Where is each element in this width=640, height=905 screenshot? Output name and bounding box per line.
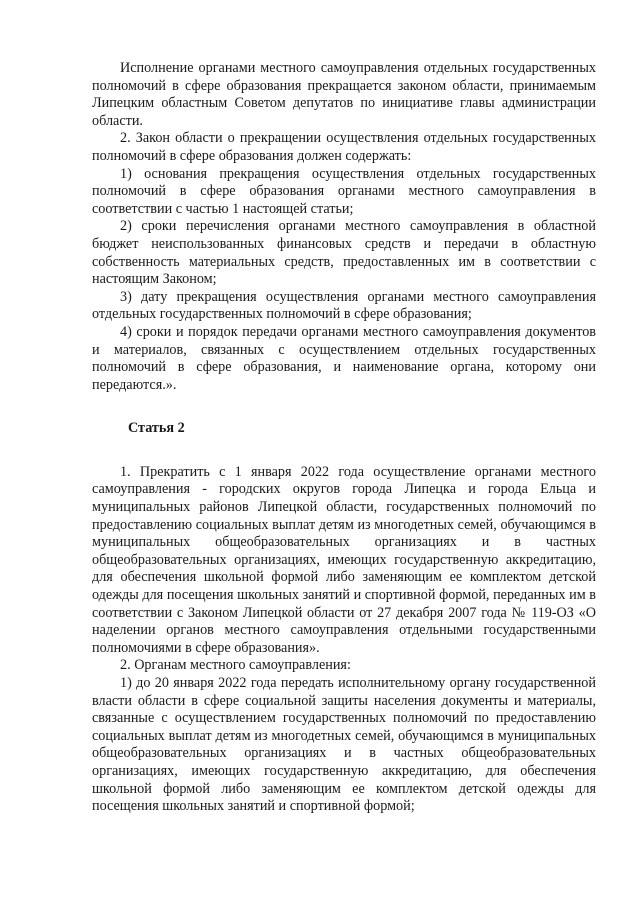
paragraph-execution-termination: Исполнение органами местного самоуправления отдельных государственных полномочий в сфере образования прекращается законом области, принимаемым Липецким областным Советом депутатов по инициативе главы администрации области. <box>92 60 596 129</box>
paragraph-local-authorities: 2. Органам местного самоуправления: <box>120 657 351 674</box>
list-item-transfer-deadlines: 2) сроки перечисления органами местного самоуправления в областной бюджет неиспользованных финансовых средств и передачи в областную собственность материальных средств, предоставленных им в соответствии с настоящим Законом; <box>92 218 596 288</box>
list-item-grounds: 1) основания прекращения осуществления отдельных государственных полномочий в сфере образования органами местного самоуправления в соответствии с частью 1 настоящей статьи; <box>92 165 596 217</box>
list-item-document-transfer: 4) сроки и порядок передачи органами местного самоуправления документов и материалов, связанных с осуществлением отдельных государственных полномочий в сфере образования, и наименование органа, которому они передаются.». <box>92 323 596 393</box>
paragraph-terminate-powers: 1. Прекратить с 1 января 2022 года осуществление органами местного самоуправления - городских округов города Липецка и города Ельца и муниципальных районов Липецкой области, государственных полномочий по предоставлению социальных выплат детям из многодетных семей, обучающимся в муниципальных общеобразовательных организациях и в частных общеобразовательных организациях, имеющих государственную аккредитацию, для обеспечения школьной формой либо заменяющим ее комплектом детской одежды для посещения школьных занятий и спортивной формой, переданных им в соответствии с Законом Липецкой области от 27 декабря 2007 года № 119-ОЗ «О наделении органов местного самоуправления отдельными государственными полномочиями в сфере образования». <box>92 463 596 656</box>
paragraph-law-content: 2. Закон области о прекращении осуществления отдельных государственных полномочий в сфере образования должен содержать: <box>92 130 596 164</box>
list-item-transfer-documents: 1) до 20 января 2022 года передать исполнительному органу государственной власти области в сфере социальной защиты населения документы и материалы, связанные с осуществлением государственных полномочий по предоставлению социальных выплат детям из многодетных семей, обучающимся в муниципальных общеобразовательных организациях и в частных общеобразовательных организациях, имеющих государственную аккредитацию, для обеспечения школьной формой либо заменяющим ее комплектом детской одежды для посещения школьных занятий и спортивной формой; <box>92 675 596 815</box>
list-item-termination-date: 3) дату прекращения осуществления органами местного самоуправления отдельных государственных полномочий в сфере образования; <box>92 288 596 323</box>
article-heading: Статья 2 <box>128 420 185 437</box>
document-page <box>92 60 596 816</box>
